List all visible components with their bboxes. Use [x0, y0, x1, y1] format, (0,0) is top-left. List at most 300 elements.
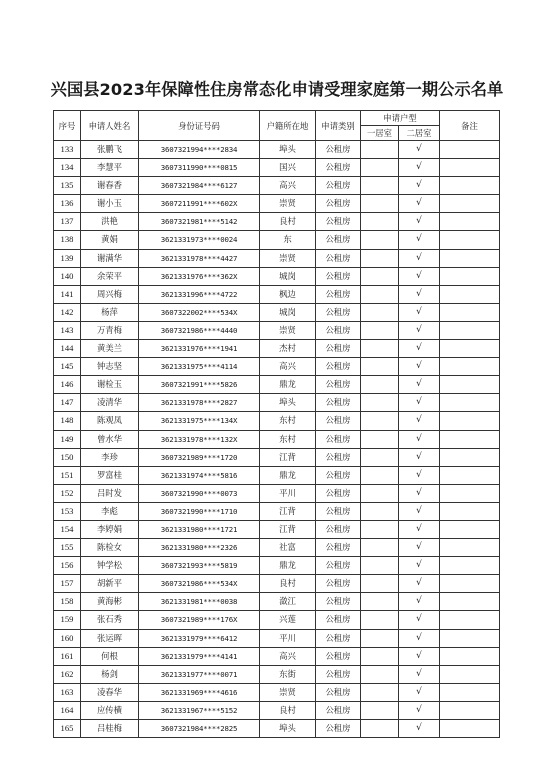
cell-id-number: 3621331980****2326 [139, 539, 260, 557]
header-type-group: 申请户型 [361, 111, 440, 126]
cell-name: 余荣平 [81, 267, 139, 285]
cell-remark [440, 720, 500, 738]
cell-one-room [361, 520, 399, 538]
cell-name: 陈检女 [81, 539, 139, 557]
cell-id-number: 3607321994****2834 [139, 141, 260, 159]
cell-two-room: √ [399, 321, 440, 339]
cell-origin: 东村 [260, 430, 316, 448]
cell-two-room: √ [399, 683, 440, 701]
cell-origin: 江背 [260, 448, 316, 466]
cell-category: 公租房 [316, 448, 361, 466]
table-row [54, 484, 500, 502]
cell-category: 公租房 [316, 593, 361, 611]
table-row [54, 412, 500, 430]
cell-category: 公租房 [316, 394, 361, 412]
cell-origin: 城岗 [260, 303, 316, 321]
cell-name: 李彪 [81, 502, 139, 520]
cell-id-number: 3607321981****5142 [139, 213, 260, 231]
cell-id-number: 3621331973****0024 [139, 231, 260, 249]
cell-category: 公租房 [316, 701, 361, 719]
cell-one-room [361, 177, 399, 195]
cell-two-room: √ [399, 539, 440, 557]
cell-category: 公租房 [316, 195, 361, 213]
cell-one-room [361, 141, 399, 159]
cell-remark [440, 213, 500, 231]
cell-remark [440, 394, 500, 412]
cell-seq: 145 [54, 358, 81, 376]
cell-seq: 164 [54, 701, 81, 719]
cell-origin: 良村 [260, 213, 316, 231]
cell-name: 谢满华 [81, 249, 139, 267]
cell-remark [440, 539, 500, 557]
cell-one-room [361, 539, 399, 557]
table-row [54, 231, 500, 249]
cell-id-number: 3607321993****5819 [139, 557, 260, 575]
cell-name: 张鹏飞 [81, 141, 139, 159]
cell-seq: 163 [54, 683, 81, 701]
cell-two-room: √ [399, 484, 440, 502]
cell-remark [440, 647, 500, 665]
cell-remark [440, 231, 500, 249]
table-row [54, 249, 500, 267]
cell-seq: 159 [54, 611, 81, 629]
cell-two-room: √ [399, 466, 440, 484]
cell-name: 周兴梅 [81, 285, 139, 303]
cell-remark [440, 629, 500, 647]
cell-name: 张运晖 [81, 629, 139, 647]
cell-origin: 城岗 [260, 267, 316, 285]
cell-name: 凌清华 [81, 394, 139, 412]
cell-remark [440, 285, 500, 303]
cell-remark [440, 575, 500, 593]
cell-name: 杨萍 [81, 303, 139, 321]
cell-origin: 江背 [260, 520, 316, 538]
cell-two-room: √ [399, 141, 440, 159]
cell-seq: 155 [54, 539, 81, 557]
cell-origin: 兴莲 [260, 611, 316, 629]
cell-one-room [361, 611, 399, 629]
cell-one-room [361, 376, 399, 394]
cell-name: 陈观凤 [81, 412, 139, 430]
cell-seq: 158 [54, 593, 81, 611]
table-row [54, 665, 500, 683]
cell-two-room: √ [399, 520, 440, 538]
cell-one-room [361, 358, 399, 376]
cell-id-number: 3621331967****5152 [139, 701, 260, 719]
table-row [54, 611, 500, 629]
cell-one-room [361, 701, 399, 719]
cell-origin: 埠头 [260, 141, 316, 159]
cell-seq: 137 [54, 213, 81, 231]
cell-category: 公租房 [316, 177, 361, 195]
cell-category: 公租房 [316, 430, 361, 448]
cell-category: 公租房 [316, 575, 361, 593]
table-row [54, 267, 500, 285]
cell-seq: 161 [54, 647, 81, 665]
cell-remark [440, 557, 500, 575]
cell-origin: 东街 [260, 665, 316, 683]
cell-name: 曾水华 [81, 430, 139, 448]
cell-remark [440, 502, 500, 520]
cell-id-number: 3621331975****134X [139, 412, 260, 430]
cell-one-room [361, 665, 399, 683]
cell-category: 公租房 [316, 231, 361, 249]
cell-two-room: √ [399, 195, 440, 213]
table-row [54, 593, 500, 611]
cell-name: 李婷娟 [81, 520, 139, 538]
cell-name: 李慧平 [81, 159, 139, 177]
cell-name: 谢小玉 [81, 195, 139, 213]
cell-remark [440, 701, 500, 719]
cell-name: 谢检玉 [81, 376, 139, 394]
cell-id-number: 3607321986****4440 [139, 321, 260, 339]
cell-two-room: √ [399, 629, 440, 647]
cell-two-room: √ [399, 557, 440, 575]
cell-remark [440, 593, 500, 611]
cell-id-number: 3621331976****362X [139, 267, 260, 285]
cell-seq: 138 [54, 231, 81, 249]
cell-two-room: √ [399, 340, 440, 358]
cell-id-number: 3607321984****6127 [139, 177, 260, 195]
cell-origin: 高兴 [260, 177, 316, 195]
cell-category: 公租房 [316, 213, 361, 231]
cell-origin: 崇贤 [260, 195, 316, 213]
cell-one-room [361, 412, 399, 430]
cell-origin: 杰村 [260, 340, 316, 358]
cell-seq: 150 [54, 448, 81, 466]
cell-seq: 141 [54, 285, 81, 303]
cell-seq: 135 [54, 177, 81, 195]
cell-seq: 148 [54, 412, 81, 430]
cell-category: 公租房 [316, 665, 361, 683]
cell-one-room [361, 484, 399, 502]
cell-id-number: 3621331969****4616 [139, 683, 260, 701]
cell-two-room: √ [399, 647, 440, 665]
cell-name: 吕桂梅 [81, 720, 139, 738]
cell-one-room [361, 575, 399, 593]
cell-seq: 146 [54, 376, 81, 394]
cell-one-room [361, 448, 399, 466]
table-row [54, 448, 500, 466]
cell-name: 钟志坚 [81, 358, 139, 376]
cell-one-room [361, 683, 399, 701]
cell-id-number: 3607211991****602X [139, 195, 260, 213]
cell-name: 应传横 [81, 701, 139, 719]
table-row [54, 466, 500, 484]
cell-origin: 崇贤 [260, 321, 316, 339]
cell-origin: 鼎龙 [260, 376, 316, 394]
cell-category: 公租房 [316, 647, 361, 665]
cell-one-room [361, 213, 399, 231]
cell-origin: 社富 [260, 539, 316, 557]
cell-category: 公租房 [316, 539, 361, 557]
cell-two-room: √ [399, 502, 440, 520]
cell-category: 公租房 [316, 466, 361, 484]
cell-name: 黄娟 [81, 231, 139, 249]
cell-two-room: √ [399, 177, 440, 195]
cell-seq: 140 [54, 267, 81, 285]
cell-category: 公租房 [316, 520, 361, 538]
cell-id-number: 3621331980****1721 [139, 520, 260, 538]
cell-origin: 平川 [260, 484, 316, 502]
cell-remark [440, 249, 500, 267]
cell-name: 胡新平 [81, 575, 139, 593]
cell-seq: 142 [54, 303, 81, 321]
header-category: 申请类别 [316, 111, 361, 141]
cell-id-number: 3607321984****2825 [139, 720, 260, 738]
table-row [54, 285, 500, 303]
cell-name: 杨剑 [81, 665, 139, 683]
cell-origin: 埠头 [260, 720, 316, 738]
cell-id-number: 3621331979****6412 [139, 629, 260, 647]
cell-origin: 潋江 [260, 593, 316, 611]
table-body [54, 141, 500, 738]
cell-id-number: 3621331974****5816 [139, 466, 260, 484]
table-row [54, 701, 500, 719]
cell-origin: 崇贤 [260, 683, 316, 701]
cell-id-number: 3621331978****132X [139, 430, 260, 448]
cell-seq: 152 [54, 484, 81, 502]
cell-origin: 鼎龙 [260, 466, 316, 484]
cell-remark [440, 303, 500, 321]
cell-one-room [361, 430, 399, 448]
cell-remark [440, 484, 500, 502]
cell-two-room: √ [399, 376, 440, 394]
table-row [54, 557, 500, 575]
cell-one-room [361, 231, 399, 249]
cell-seq: 151 [54, 466, 81, 484]
table-row [54, 358, 500, 376]
cell-category: 公租房 [316, 611, 361, 629]
cell-two-room: √ [399, 720, 440, 738]
cell-one-room [361, 321, 399, 339]
cell-seq: 153 [54, 502, 81, 520]
cell-id-number: 3621331996****4722 [139, 285, 260, 303]
page-title: 兴国县2023年保障性住房常态化申请受理家庭第一期公示名单 [50, 80, 504, 99]
cell-remark [440, 340, 500, 358]
cell-remark [440, 466, 500, 484]
cell-remark [440, 665, 500, 683]
cell-two-room: √ [399, 611, 440, 629]
applicant-table [53, 110, 500, 738]
cell-one-room [361, 593, 399, 611]
table-row [54, 321, 500, 339]
cell-name: 万青梅 [81, 321, 139, 339]
cell-one-room [361, 502, 399, 520]
table-row [54, 502, 500, 520]
header-id: 身份证号码 [139, 111, 260, 141]
cell-category: 公租房 [316, 557, 361, 575]
cell-name: 罗富桂 [81, 466, 139, 484]
cell-id-number: 3607321990****1710 [139, 502, 260, 520]
cell-two-room: √ [399, 303, 440, 321]
header-two-room: 二居室 [399, 126, 440, 141]
cell-one-room [361, 285, 399, 303]
cell-seq: 147 [54, 394, 81, 412]
cell-origin: 良村 [260, 701, 316, 719]
cell-one-room [361, 195, 399, 213]
cell-id-number: 3621331979****4141 [139, 647, 260, 665]
cell-seq: 154 [54, 520, 81, 538]
cell-origin: 良村 [260, 575, 316, 593]
cell-id-number: 3621331977****0071 [139, 665, 260, 683]
table-row [54, 159, 500, 177]
cell-category: 公租房 [316, 249, 361, 267]
header-remark: 备注 [440, 111, 500, 141]
cell-id-number: 3607321991****5826 [139, 376, 260, 394]
cell-one-room [361, 647, 399, 665]
cell-category: 公租房 [316, 321, 361, 339]
cell-id-number: 3621331976****1941 [139, 340, 260, 358]
cell-remark [440, 430, 500, 448]
cell-remark [440, 611, 500, 629]
table-row [54, 141, 500, 159]
table-row [54, 430, 500, 448]
cell-origin: 东村 [260, 412, 316, 430]
cell-two-room: √ [399, 213, 440, 231]
cell-origin: 东 [260, 231, 316, 249]
cell-seq: 162 [54, 665, 81, 683]
table-row [54, 539, 500, 557]
cell-category: 公租房 [316, 285, 361, 303]
cell-two-room: √ [399, 448, 440, 466]
cell-category: 公租房 [316, 159, 361, 177]
header-seq: 序号 [54, 111, 81, 141]
cell-remark [440, 412, 500, 430]
cell-origin: 高兴 [260, 647, 316, 665]
cell-category: 公租房 [316, 502, 361, 520]
cell-seq: 165 [54, 720, 81, 738]
cell-seq: 149 [54, 430, 81, 448]
cell-name: 黄海彬 [81, 593, 139, 611]
cell-seq: 160 [54, 629, 81, 647]
cell-name: 洪艳 [81, 213, 139, 231]
cell-two-room: √ [399, 267, 440, 285]
cell-id-number: 3621331978****2827 [139, 394, 260, 412]
table-row [54, 177, 500, 195]
cell-remark [440, 141, 500, 159]
cell-two-room: √ [399, 575, 440, 593]
cell-name: 谢春香 [81, 177, 139, 195]
cell-remark [440, 683, 500, 701]
cell-one-room [361, 249, 399, 267]
cell-two-room: √ [399, 159, 440, 177]
cell-name: 吕时发 [81, 484, 139, 502]
cell-name: 何根 [81, 647, 139, 665]
cell-two-room: √ [399, 593, 440, 611]
cell-name: 黄美兰 [81, 340, 139, 358]
cell-origin: 埠头 [260, 394, 316, 412]
header-one-room: 一居室 [361, 126, 399, 141]
cell-category: 公租房 [316, 340, 361, 358]
cell-two-room: √ [399, 665, 440, 683]
cell-origin: 江背 [260, 502, 316, 520]
cell-seq: 143 [54, 321, 81, 339]
cell-category: 公租房 [316, 141, 361, 159]
cell-id-number: 3607321990****0073 [139, 484, 260, 502]
cell-one-room [361, 303, 399, 321]
table-row [54, 394, 500, 412]
cell-category: 公租房 [316, 412, 361, 430]
cell-two-room: √ [399, 358, 440, 376]
cell-id-number: 3607321989****176X [139, 611, 260, 629]
cell-seq: 157 [54, 575, 81, 593]
cell-seq: 133 [54, 141, 81, 159]
cell-remark [440, 376, 500, 394]
cell-two-room: √ [399, 394, 440, 412]
cell-one-room [361, 720, 399, 738]
table-row [54, 629, 500, 647]
cell-category: 公租房 [316, 358, 361, 376]
table-row [54, 376, 500, 394]
cell-category: 公租房 [316, 484, 361, 502]
cell-id-number: 3621331981****0038 [139, 593, 260, 611]
cell-two-room: √ [399, 430, 440, 448]
cell-name: 钟学松 [81, 557, 139, 575]
table-row [54, 520, 500, 538]
table-row [54, 720, 500, 738]
cell-one-room [361, 394, 399, 412]
cell-remark [440, 159, 500, 177]
cell-id-number: 3607321986****534X [139, 575, 260, 593]
table-row [54, 213, 500, 231]
cell-id-number: 3621331975****4114 [139, 358, 260, 376]
cell-origin: 崇贤 [260, 249, 316, 267]
cell-one-room [361, 267, 399, 285]
cell-remark [440, 448, 500, 466]
table-row [54, 195, 500, 213]
cell-seq: 134 [54, 159, 81, 177]
cell-name: 张石秀 [81, 611, 139, 629]
table-row [54, 340, 500, 358]
cell-id-number: 3607321989****1720 [139, 448, 260, 466]
cell-name: 凌春华 [81, 683, 139, 701]
cell-remark [440, 358, 500, 376]
cell-remark [440, 321, 500, 339]
cell-category: 公租房 [316, 629, 361, 647]
cell-two-room: √ [399, 285, 440, 303]
header-origin: 户籍所在地 [260, 111, 316, 141]
cell-two-room: √ [399, 231, 440, 249]
cell-category: 公租房 [316, 267, 361, 285]
cell-two-room: √ [399, 249, 440, 267]
table-row [54, 575, 500, 593]
cell-seq: 139 [54, 249, 81, 267]
cell-remark [440, 177, 500, 195]
cell-category: 公租房 [316, 376, 361, 394]
cell-remark [440, 195, 500, 213]
cell-two-room: √ [399, 701, 440, 719]
header-name: 申请人姓名 [81, 111, 139, 141]
table-header [54, 111, 500, 141]
cell-seq: 144 [54, 340, 81, 358]
cell-one-room [361, 159, 399, 177]
cell-two-room: √ [399, 412, 440, 430]
cell-seq: 136 [54, 195, 81, 213]
cell-origin: 鼎龙 [260, 557, 316, 575]
table-row [54, 647, 500, 665]
cell-origin: 平川 [260, 629, 316, 647]
cell-category: 公租房 [316, 720, 361, 738]
cell-one-room [361, 466, 399, 484]
cell-id-number: 3621331978****4427 [139, 249, 260, 267]
cell-origin: 国兴 [260, 159, 316, 177]
cell-seq: 156 [54, 557, 81, 575]
cell-name: 李珍 [81, 448, 139, 466]
cell-category: 公租房 [316, 683, 361, 701]
cell-one-room [361, 340, 399, 358]
cell-remark [440, 520, 500, 538]
